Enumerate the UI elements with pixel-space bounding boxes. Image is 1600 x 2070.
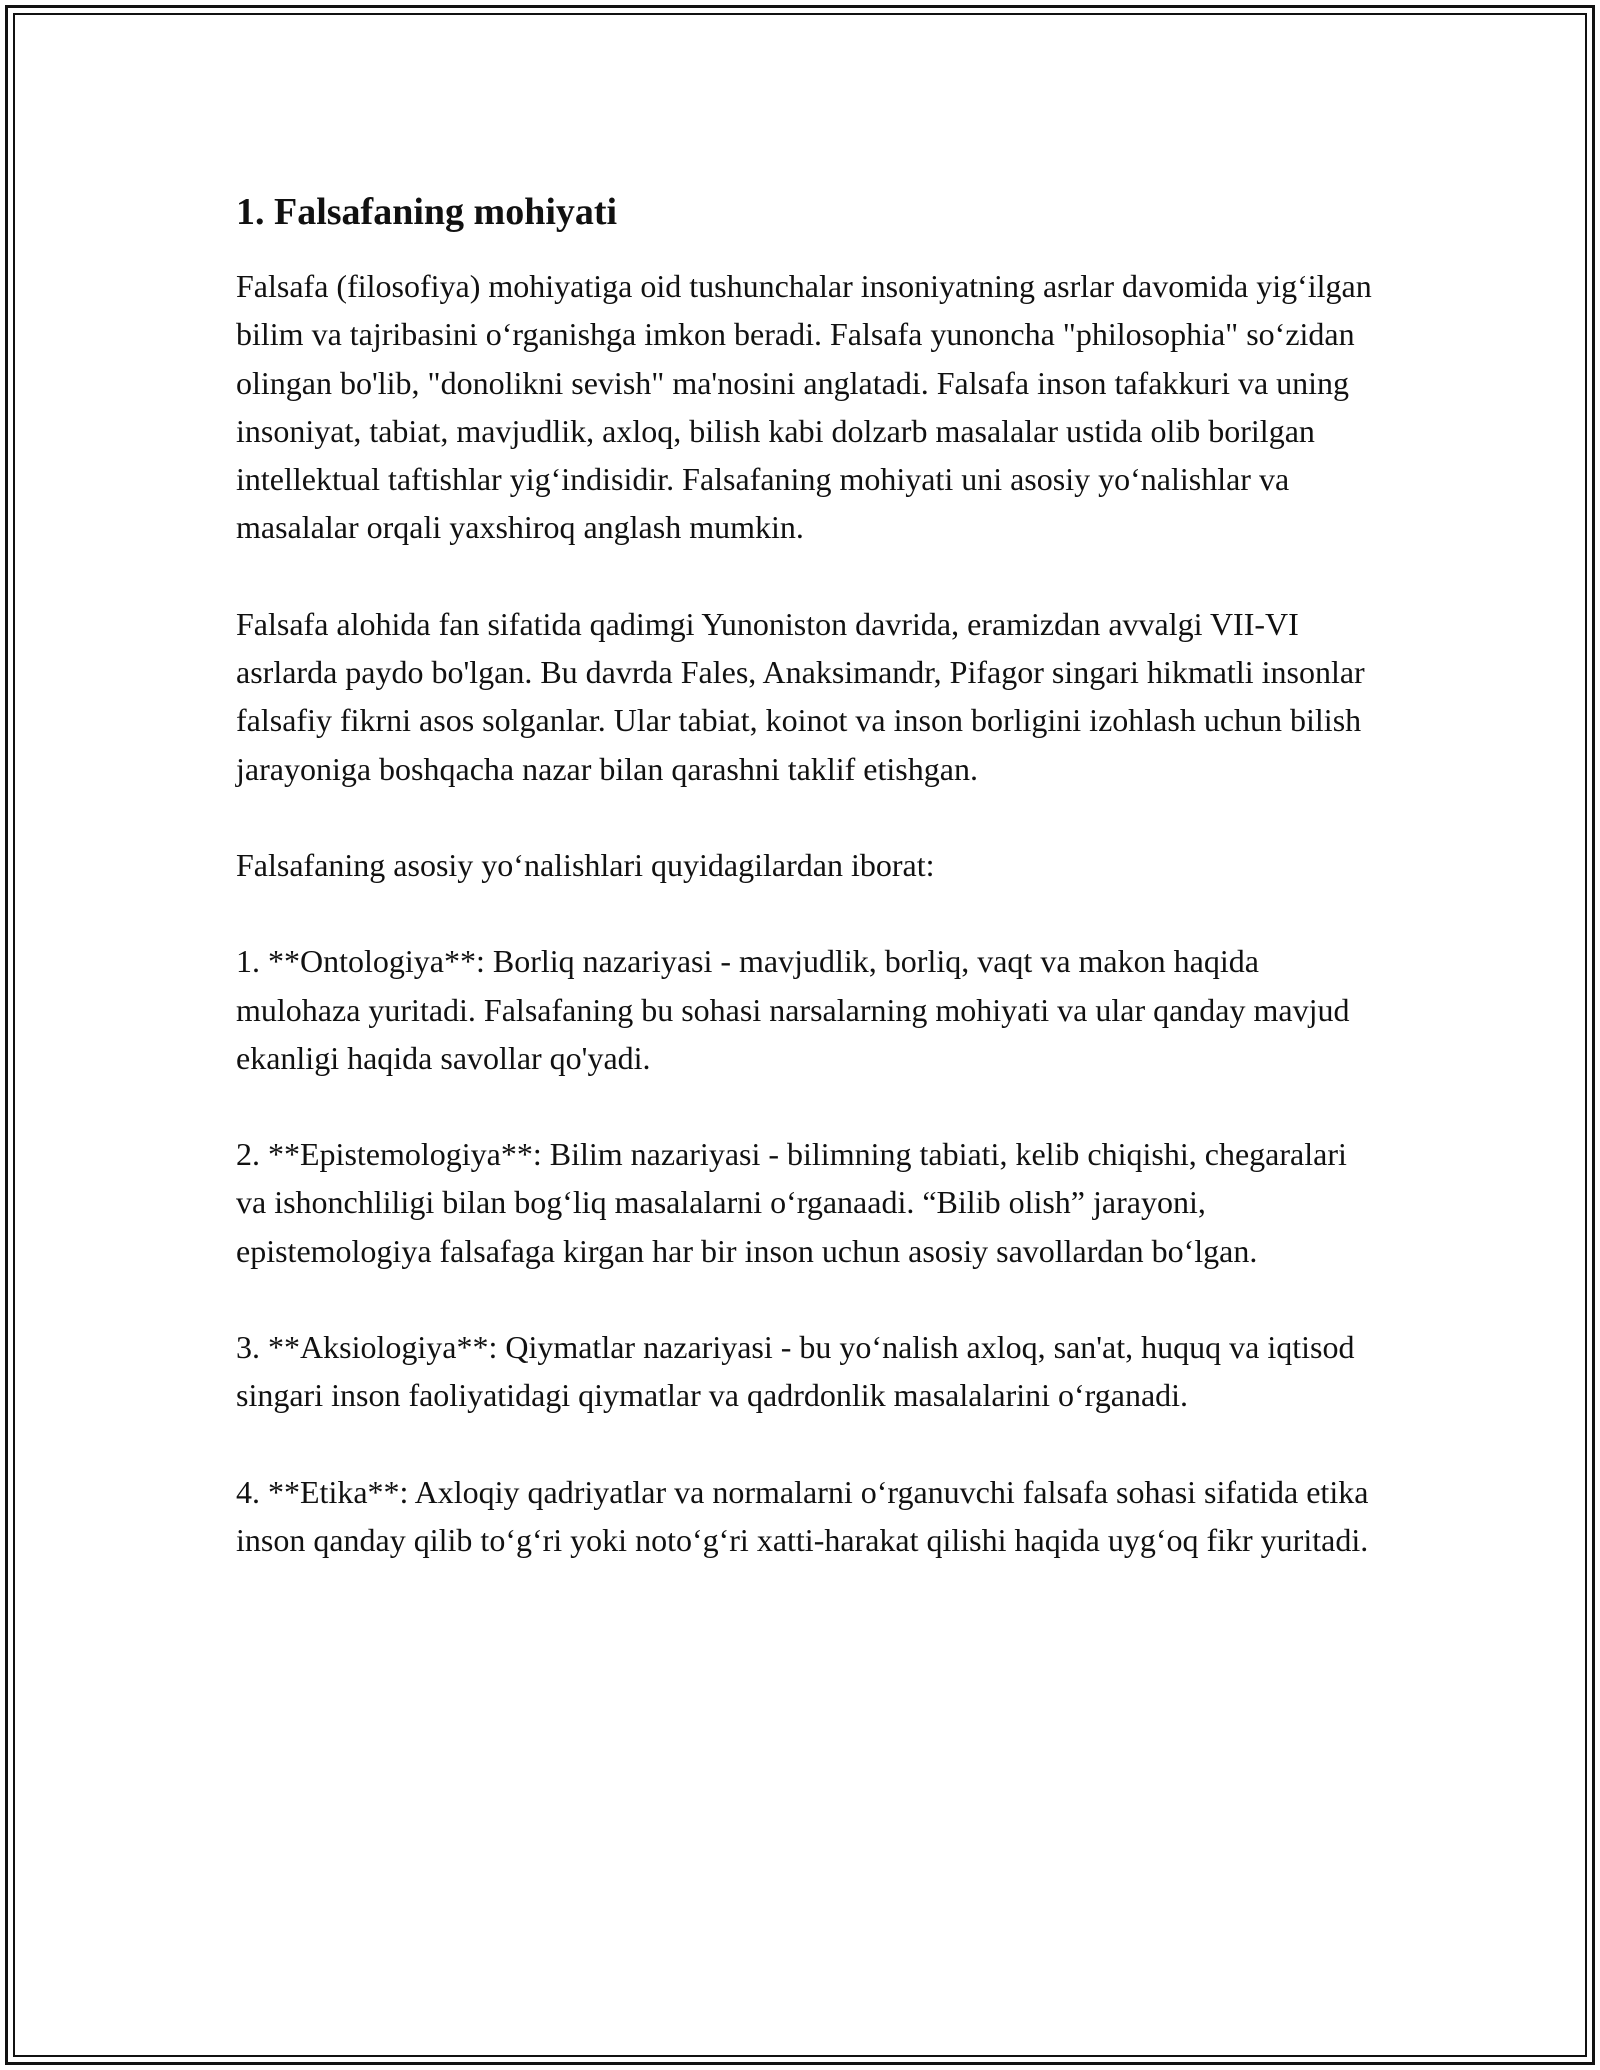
list-item-ontology: 1. **Ontologiya**: Borliq nazariyasi - mavjudlik, borliq, vaqt va makon haqida mulohaza yuritadi. Falsafaning bu sohasi narsalarning mohiyati va ular qanday mavjud ekanligi haqida savollar qo'yadi.	[236, 943, 1350, 1076]
paragraph-intro: Falsafa (filosofiya) mohiyatiga oid tushunchalar insoniyatning asrlar davomida yig‘ilgan bilim va tajribasini o‘rganishga imkon beradi. Falsafa yunoncha "philosophia" so‘zidan olingan bo'lib, "donolikni sevish" ma'nosini anglatadi. Falsafa inson tafakkuri va uning insoniyat, tabiat, mavjudlik, axloq, bilish kabi dolzarb masalalar ustida olib borilgan intellektual taftishlar yig‘indisidir. Falsafaning mohiyati uni asosiy yo‘nalishlar va masalalar orqali yaxshiroq anglash mumkin.	[236, 268, 1372, 546]
list-item-ethics: 4. **Etika**: Axloqiy qadriyatlar va normalarni o‘rganuvchi falsafa sohasi sifatida etika inson qanday qilib to‘g‘ri yoki noto‘g‘ri xatti-harakat qilishi haqida uyg‘oq fikr yuritadi.	[236, 1473, 1369, 1558]
list-item-epistemology: 2. **Epistemologiya**: Bilim nazariyasi - bilimning tabiati, kelib chiqishi, chegaralari va ishonchliligi bilan bog‘liq masalalarni o‘rganaadi. “Bilib olish” jarayoni, epistemologiya falsafaga kirgan har bir inson uchun asosiy savollardan bo‘lgan.	[236, 1136, 1347, 1269]
list-item-axiology: 3. **Aksiologiya**: Qiymatlar nazariyasi - bu yo‘nalish axloq, san'at, huquq va iqtisod singari inson faoliyatidagi qiymatlar va qadrdonlik masalalarini o‘rganadi.	[236, 1329, 1355, 1414]
paragraph-directions-lead: Falsafaning asosiy yo‘nalishlari quyidagilardan iborat:	[236, 846, 935, 883]
document-body	[236, 188, 1376, 1612]
section-heading: 1. Falsafaning mohiyati	[236, 191, 618, 233]
paragraph-history: Falsafa alohida fan sifatida qadimgi Yunoniston davrida, eramizdan avvalgi VII-VI asrlarda paydo bo'lgan. Bu davrda Fales, Anaksimandr, Pifagor singari hikmatli insonlar falsafiy fikrni asos solganlar. Ular tabiat, koinot va inson borligini izohlash uchun bilish jarayoniga boshqacha nazar bilan qarashni taklif etishgan.	[236, 605, 1365, 787]
